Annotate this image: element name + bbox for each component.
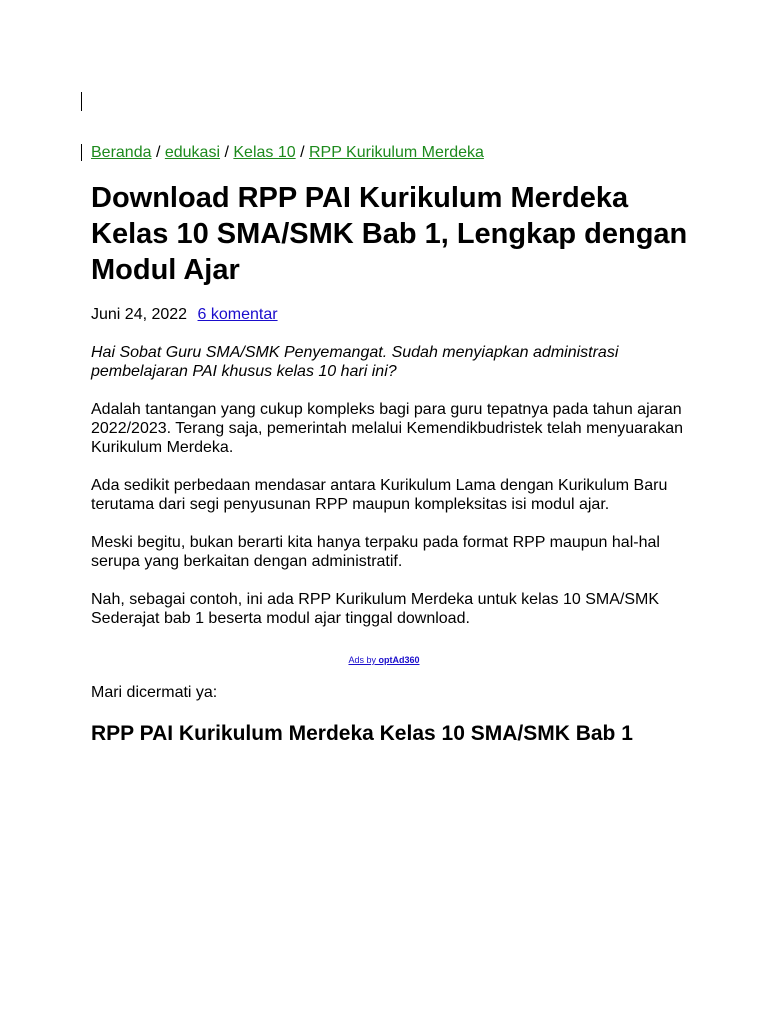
breadcrumb-link-rpp-kurikulum-merdeka[interactable]: RPP Kurikulum Merdeka <box>309 144 484 161</box>
article-paragraph-3: Meski begitu, bukan berarti kita hanya terpaku pada format RPP maupun hal-hal serupa yang berkaitan dengan administratif. <box>91 534 660 570</box>
breadcrumb <box>91 143 484 163</box>
breadcrumb-separator: / <box>224 144 229 161</box>
article-title: Download RPP PAI Kurikulum Merdeka Kelas 10 SMA/SMK Bab 1, Lengkap dengan Modul Ajar <box>91 182 688 286</box>
breadcrumb-separator: / <box>300 144 305 161</box>
article-paragraph-1: Adalah tantangan yang cukup kompleks bagi para guru tepatnya pada tahun ajaran 2022/2023. Terang saja, pemerintah melalui Kemendikbudristek telah menyuarakan Kurikulum Merdeka. <box>91 401 684 456</box>
section-heading: RPP PAI Kurikulum Merdeka Kelas 10 SMA/SMK Bab 1 <box>91 722 633 745</box>
breadcrumb-separator: / <box>155 144 161 161</box>
article-paragraph-2: Ada sedikit perbedaan mendasar antara Kurikulum Lama dengan Kurikulum Baru terutama dari segi penyusunan RPP maupun kompleksitas isi modul ajar. <box>91 477 668 513</box>
breadcrumb-cursor <box>81 144 82 161</box>
article-intro: Hai Sobat Guru SMA/SMK Penyemangat. Sudah menyiapkan administrasi pembelajaran PAI khusus kelas 10 hari ini? <box>91 344 619 380</box>
article-meta <box>91 305 278 325</box>
article-closing: Mari dicermati ya: <box>91 684 218 701</box>
ad-attribution <box>0 654 768 666</box>
ad-brand: optAd360 <box>378 655 420 665</box>
ad-attribution-link[interactable] <box>348 655 419 665</box>
ad-prefix: Ads by <box>348 655 379 665</box>
article-date: Juni 24, 2022 <box>91 306 188 323</box>
comments-link[interactable]: 6 komentar <box>197 306 278 323</box>
breadcrumb-link-kelas-10[interactable]: Kelas 10 <box>233 144 296 161</box>
text-cursor <box>81 92 82 111</box>
article-paragraph-4: Nah, sebagai contoh, ini ada RPP Kurikulum Merdeka untuk kelas 10 SMA/SMK Sederajat bab 1 beserta modul ajar tinggal download. <box>91 591 659 627</box>
breadcrumb-link-beranda[interactable]: Beranda <box>91 144 152 161</box>
breadcrumb-link-edukasi[interactable]: edukasi <box>164 144 221 161</box>
